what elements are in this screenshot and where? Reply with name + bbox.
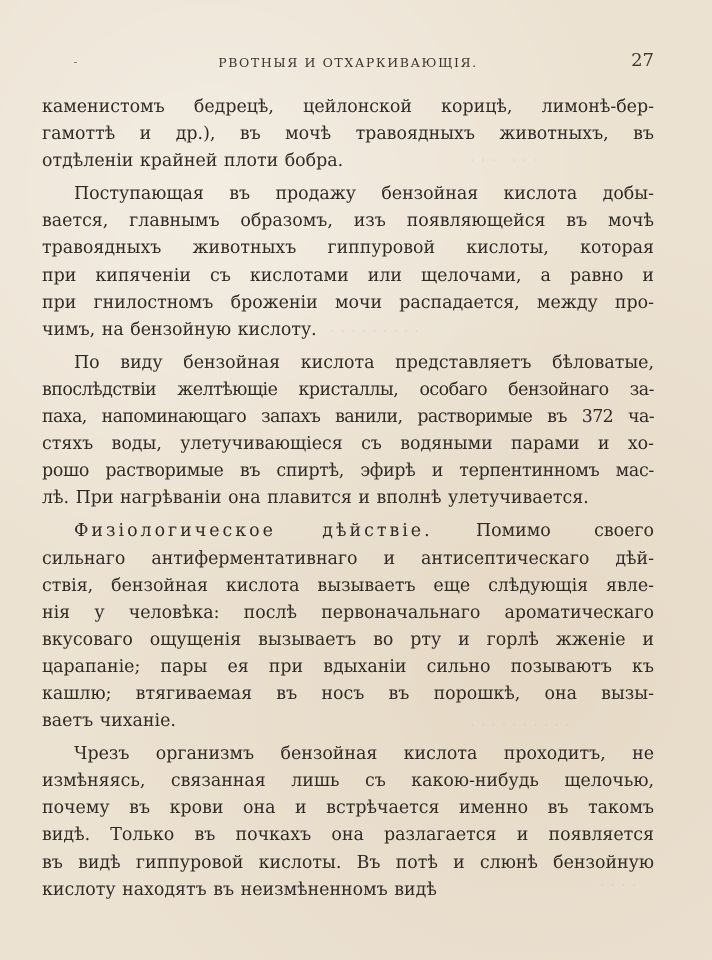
text-line: рошо растворимые въ спиртѣ, эфирѣ и терпентинномъ мас-: [42, 461, 654, 482]
bleed-through-text: . . . . . . .: [470, 147, 539, 165]
text-line: кашлю; втягиваемая въ носъ въ порошкѣ, она вызы-: [42, 683, 654, 704]
bleed-through-text: . . . . . . . . .: [330, 318, 420, 336]
paragraph-first-line: [42, 518, 654, 545]
text-line: почему въ крови она и встрѣчается именно въ такомъ: [42, 798, 654, 819]
text-line: вкусоваго ощущенія вызываетъ во рту и горлѣ жженіе и: [42, 629, 654, 650]
text-line: видѣ. Только въ почкахъ она разлагается и появляется: [42, 825, 654, 846]
paragraph-first-line: Чрезъ организмъ бензойная кислота проходитъ, не: [74, 744, 654, 765]
text-line: чимъ, на бензойную кислоту.: [42, 319, 317, 340]
text-line: ваетъ чиханіе.: [42, 711, 176, 732]
text-line: вается, главнымъ образомъ, изъ появляющейся въ мочѣ: [42, 211, 654, 232]
text-line: лѣ. При нагрѣваніи она плавится и вполнѣ улетучивается.: [42, 488, 589, 509]
text-line: каменистомъ бедрецѣ, цейлонской корицѣ, лимонѣ-бер-: [42, 97, 654, 117]
page-header: [42, 50, 654, 74]
paragraph-first-line: По виду бензойная кислота представляетъ бѣловатые,: [74, 352, 654, 373]
text-line: паха, напоминающаго запахъ ванили, растворимые въ 372 ча-: [42, 407, 654, 428]
bleed-through-text: . . . .: [600, 872, 637, 890]
text-line: отдѣленіи крайней плоти бобра.: [42, 151, 344, 172]
text-line: стяхъ воды, улетучивающіеся съ водяными парами и хо-: [42, 434, 654, 455]
text-line: впослѣдствіи желтѣющіе кристаллы, особаго бензойнаго за-: [42, 379, 654, 400]
bleed-through-text: . . . . . . . . . .: [470, 712, 571, 730]
text-line: царапаніе; пары ея при вдыханіи сильно позываютъ къ: [42, 656, 654, 677]
section-heading: Физіологическое дѣйствіе.: [74, 521, 433, 542]
text-line: въ видѣ гиппуровой кислоты. Въ потѣ и слюнѣ бензойную: [42, 852, 654, 873]
text-line: при гнилостномъ броженіи мочи распадается, между про-: [42, 292, 654, 313]
text-line: ствія, бензойная кислота вызываетъ еще слѣдующія явле-: [42, 575, 654, 596]
text-line: кислоту находятъ въ неизмѣненномъ видѣ: [42, 879, 437, 900]
page-number: 27: [631, 50, 654, 71]
text-line: измѣняясь, связанная лишь съ какою-нибудь щелочью,: [42, 771, 654, 792]
text-line: при кипяченіи съ кислотами или щелочами, а равно и: [42, 265, 654, 286]
running-head: РВОТНЫЯ И ОТХАРКИВАЮЩІЯ.: [218, 55, 478, 70]
text-line: сильнаго антиферментативнаго и антисептическаго дѣй-: [42, 548, 654, 569]
text-line-continuation: Помимо своего: [432, 521, 654, 542]
text-line: гамоттѣ и др.), въ мочѣ травоядныхъ животныхъ, въ: [42, 124, 654, 145]
text-line: травоядныхъ животныхъ гиппуровой кислоты, которая: [42, 238, 654, 259]
body-text: [42, 94, 654, 904]
paragraph-first-line: Поступающая въ продажу бензойная кислота добы-: [74, 184, 654, 205]
text-line: нія у человѣка: послѣ первоначальнаго ароматическаго: [42, 602, 654, 623]
